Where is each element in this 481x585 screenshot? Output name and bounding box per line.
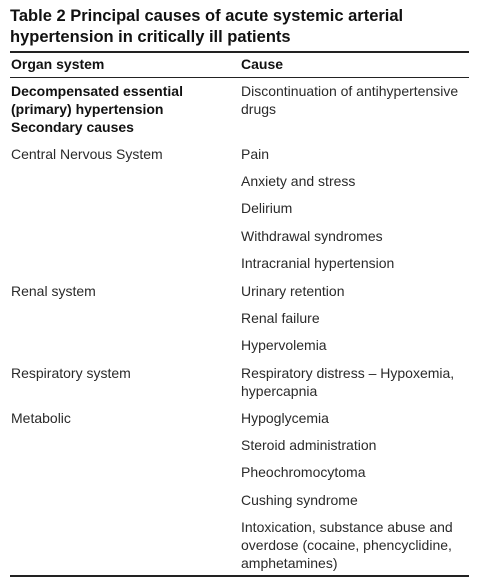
organ-line: Decompensated essential (11, 83, 183, 99)
cause-cell: Urinary retention (241, 283, 345, 299)
cause-cell: Pheochromocytoma (241, 464, 366, 480)
bottom-rule (10, 575, 469, 577)
cause-line: Discontinuation of antihypertensive (241, 83, 459, 99)
cause-cell: Anxiety and stress (241, 173, 356, 189)
cause-cell: Intracranial hypertension (241, 255, 395, 271)
cause-cell: Cushing syndrome (241, 492, 358, 508)
organ-line: Secondary causes (11, 119, 134, 135)
organ-cell: Respiratory system (11, 365, 131, 381)
cause-cell: Steroid administration (241, 437, 377, 453)
organ-line: (primary) hypertension (11, 101, 164, 117)
organ-cell: Central Nervous System (11, 146, 163, 162)
organ-cell: Metabolic (11, 410, 71, 426)
cause-cell: Hypoglycemia (241, 410, 329, 426)
cause-line: hypercapnia (241, 383, 318, 399)
cause-line: overdose (cocaine, phencyclidine, (241, 537, 452, 553)
header-organ-system: Organ system (11, 56, 105, 72)
cause-cell (241, 518, 471, 572)
caption-line-1: Table 2 Principal causes of acute systemic arterial (10, 7, 404, 25)
cause-cell: Withdrawal syndromes (241, 228, 383, 244)
cause-line: drugs (241, 101, 277, 117)
cause-cell: Delirium (241, 200, 293, 216)
table-caption (10, 6, 470, 48)
organ-cell (11, 82, 231, 136)
caption-line-2: hypertension in critically ill patients (10, 28, 291, 46)
cause-cell (241, 364, 471, 400)
header-rule (10, 77, 469, 78)
cause-cell: Pain (241, 146, 270, 162)
cause-cell (241, 82, 471, 118)
top-rule (10, 51, 469, 53)
cause-cell: Renal failure (241, 310, 320, 326)
cause-line: Intoxication, substance abuse and (241, 519, 453, 535)
cause-cell: Hypervolemia (241, 337, 327, 353)
header-cause: Cause (241, 56, 284, 72)
organ-cell: Renal system (11, 283, 96, 299)
cause-line: Respiratory distress – Hypoxemia, (241, 365, 455, 381)
cause-line: amphetamines) (241, 555, 338, 571)
